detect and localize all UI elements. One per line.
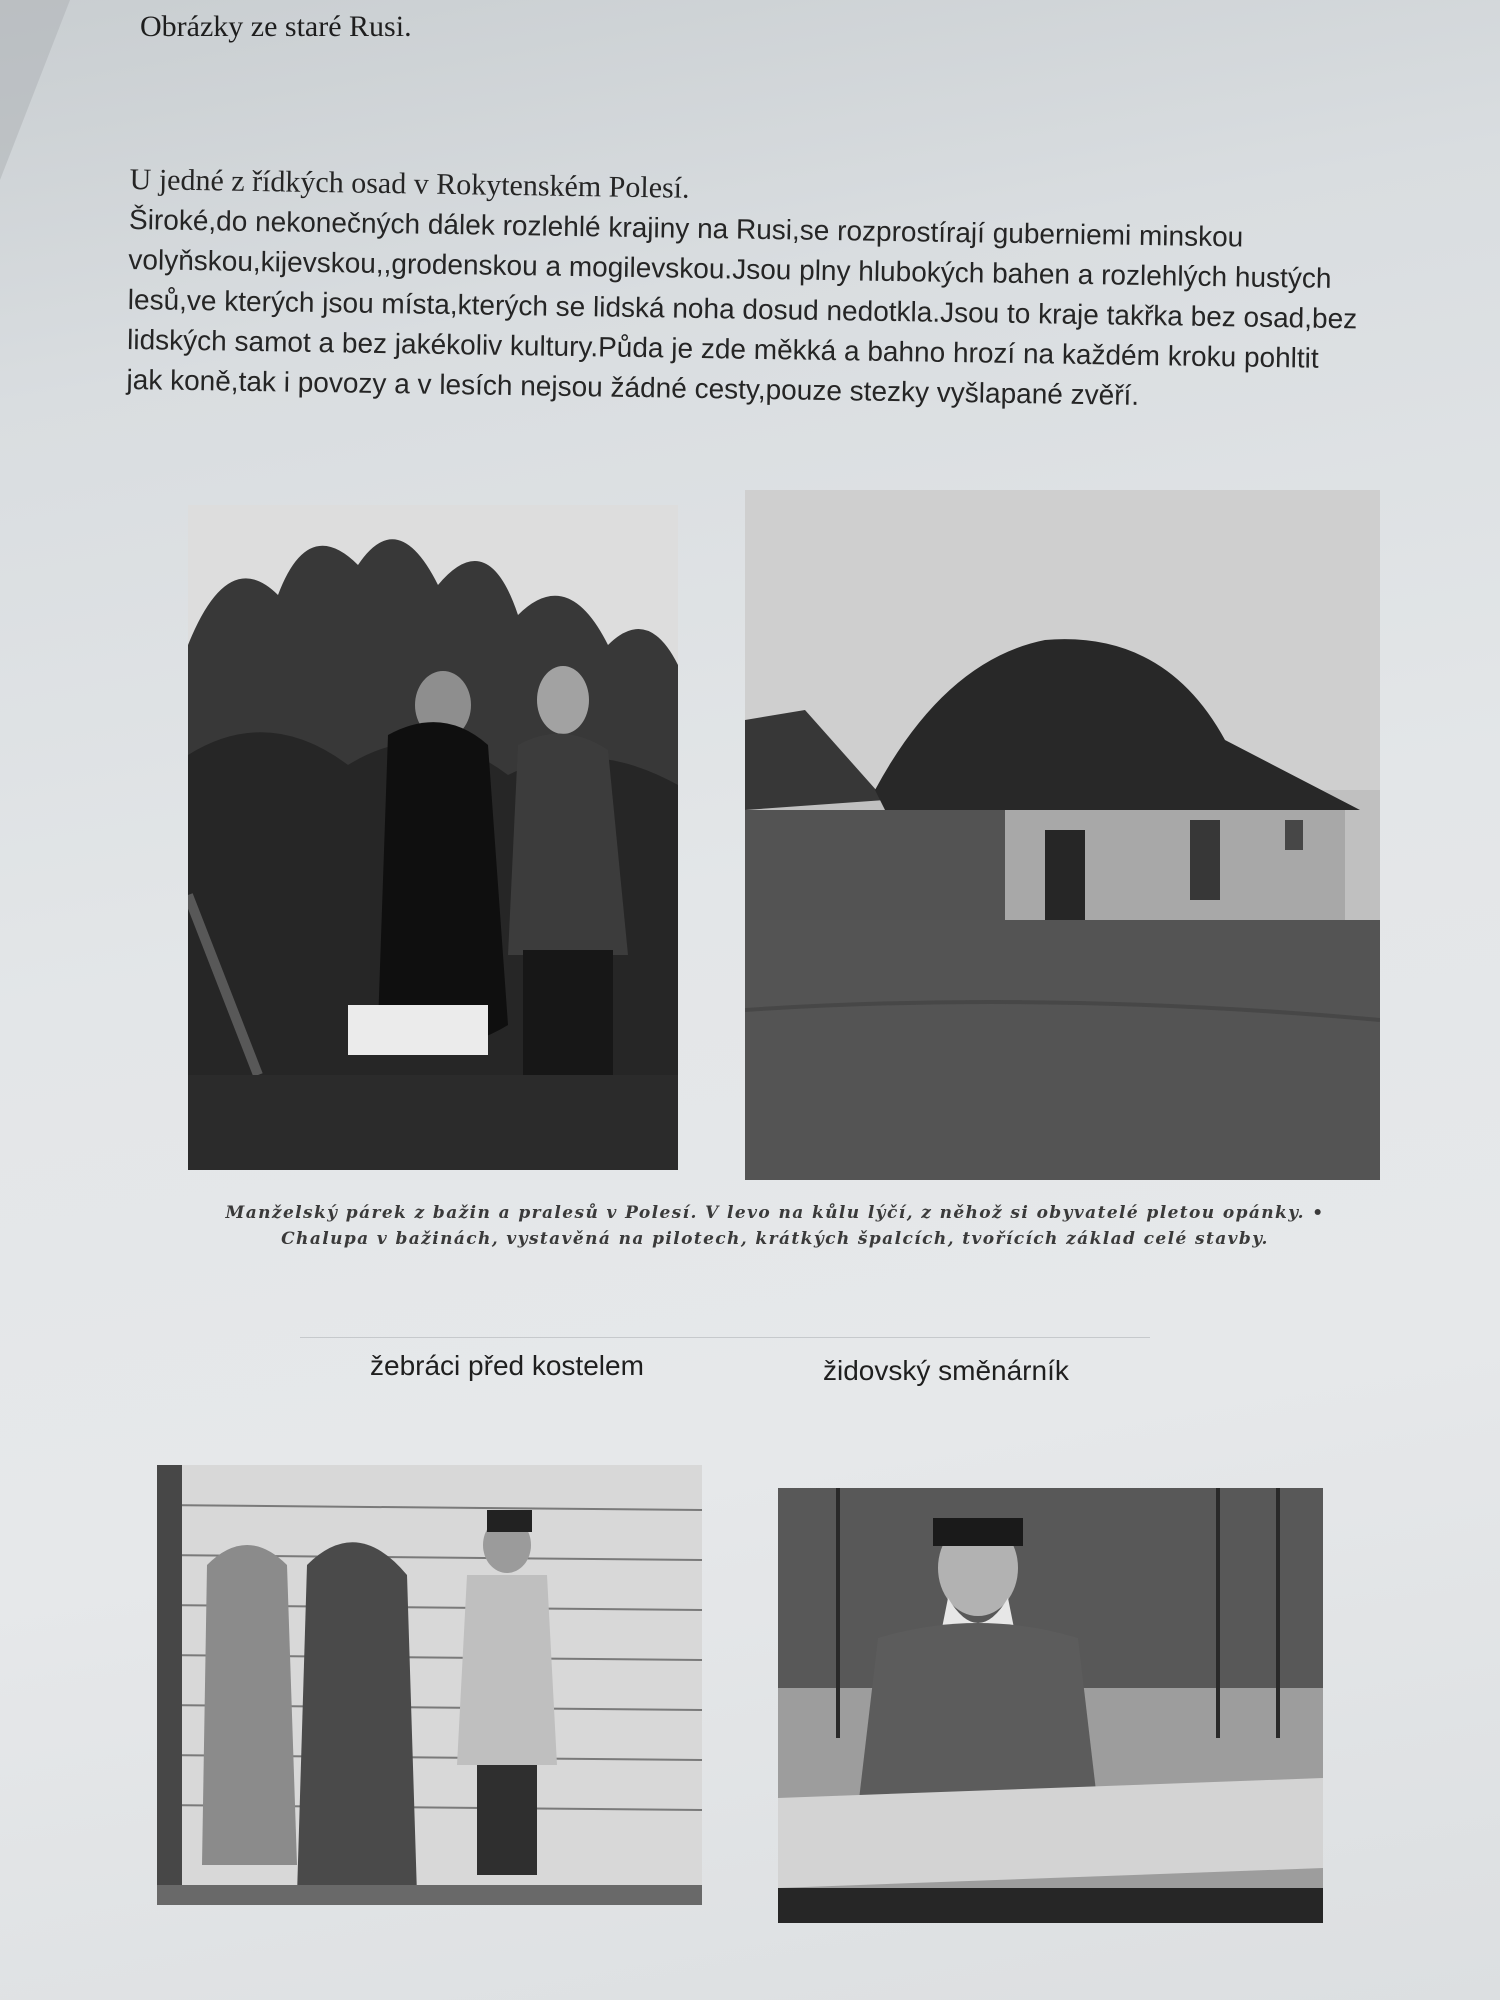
caption-line: Chalupa v bažinách, vystavěná na pilotech, krátkých špalcích, tvořících základ celé stavby. xyxy=(281,1229,1269,1249)
caption-line: Manželský párek z bažin a pralesů v Polesí. V levo na kůlu lýčí, z něhož si obyvatelé pletou opánky. • xyxy=(225,1203,1325,1223)
photo-beggars xyxy=(157,1465,702,1905)
intro-line: volyňskou,kijevskou,,grodenskou a mogilevskou.Jsou plny hlubokých bahen a rozlehlých hustých xyxy=(128,243,1332,294)
label-beggars: žebráci před kostelem xyxy=(370,1350,644,1381)
photo-thatched-hut xyxy=(745,490,1380,1180)
page-title: Obrázky ze staré Rusi. xyxy=(140,10,412,43)
intro-heading: U jedné z řídkých osad v Rokytenském Polesí. xyxy=(129,162,690,205)
photo-money-changer xyxy=(778,1488,1323,1923)
label-money-changer: židovský směnárník xyxy=(823,1355,1069,1386)
intro-line: Široké,do nekonečných dálek rozlehlé krajiny na Rusi,se rozprostírají guberniemi minskou xyxy=(128,203,1244,253)
intro-line: lesů,ve kterých jsou místa,kterých se lidská noha dosud nedotkla.Jsou to kraje takřka bez osad,bez xyxy=(127,283,1358,335)
photo-couple xyxy=(188,505,678,1170)
photo-caption xyxy=(170,1200,1380,1252)
intro-line: lidských samot a bez jakékoliv kultury.Půda je zde měkká a bahno hrozí na každém kroku pohltit xyxy=(126,323,1319,374)
page-corner-shadow xyxy=(0,0,70,180)
intro-text-block xyxy=(126,160,1430,420)
intro-line: jak koně,tak i povozy a v lesích nejsou žádné cesty,pouze stezky vyšlapané zvěří. xyxy=(126,363,1140,411)
divider xyxy=(300,1337,1150,1338)
